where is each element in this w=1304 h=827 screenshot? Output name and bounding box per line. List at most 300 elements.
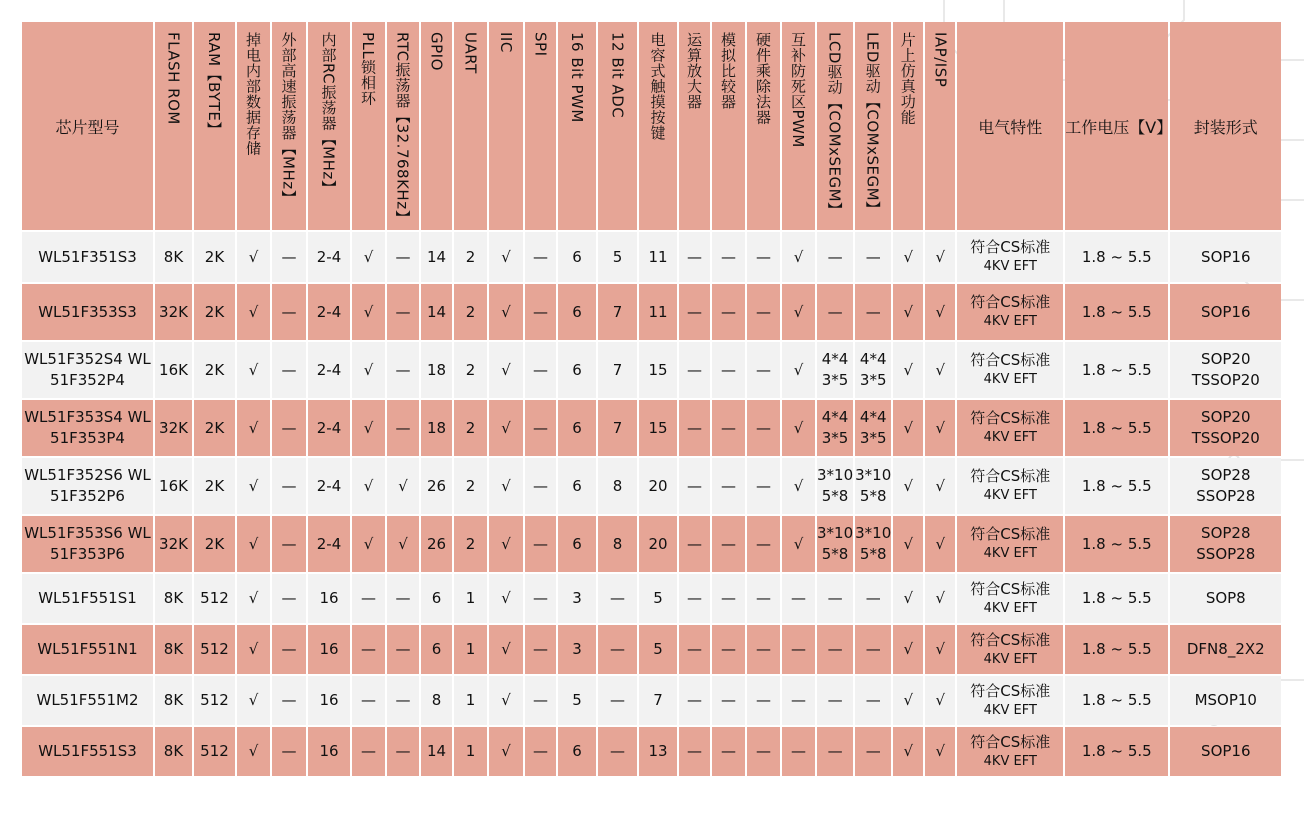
cell-rc: 2-4 (308, 458, 350, 514)
cell-lcd2: — (855, 727, 891, 776)
cell-adc: 8 (598, 516, 637, 572)
cell-iap: √ (925, 458, 955, 514)
cell-cpwm: √ (782, 400, 815, 456)
cell-iic: √ (489, 284, 523, 340)
cell-flash: 8K (155, 625, 192, 674)
table-row (22, 516, 1281, 572)
header-spi (525, 22, 556, 230)
header-label-cmp: 模拟比较器 (719, 32, 737, 110)
cell-rc: 16 (308, 727, 350, 776)
cell-spi: — (525, 516, 556, 572)
cell-pkg: SOP16 (1170, 727, 1281, 776)
cell-hsosc: — (272, 676, 306, 725)
header-label-touch: 电容式触摸按键 (648, 32, 667, 141)
cell-model: WL51F551M2 (22, 676, 153, 725)
cell-lcd1: 4*4 3*5 (817, 400, 853, 456)
header-label-ram: RAM【BYTE】 (205, 32, 223, 137)
cell-ram: 2K (194, 516, 235, 572)
elec-eft: 4KV EFT (983, 702, 1037, 718)
table-row (22, 458, 1281, 514)
cell-iic: √ (489, 625, 523, 674)
header-label-iap: IAP/ISP (931, 32, 950, 88)
header-model (22, 22, 153, 230)
cell-rc: 16 (308, 574, 350, 623)
elec-standard: 符合CS标准 (970, 732, 1051, 751)
cell-muldiv: — (747, 284, 780, 340)
table-row (22, 232, 1281, 282)
cell-spi: — (525, 676, 556, 725)
header-label-lcd2: LED驱动【COMxSEGM】 (863, 32, 882, 217)
cell-gpio: 6 (421, 625, 452, 674)
cell-ram: 2K (194, 342, 235, 398)
cell-opamp: — (679, 727, 710, 776)
cell-iap: √ (925, 727, 955, 776)
cell-opamp: — (679, 458, 710, 514)
elec-standard: 符合CS标准 (970, 579, 1051, 598)
cell-pkg: SOP16 (1170, 284, 1281, 340)
cell-rtc: — (387, 625, 419, 674)
cell-muldiv: — (747, 625, 780, 674)
cell-touch: 11 (639, 232, 677, 282)
cell-pwm: 6 (558, 232, 596, 282)
cell-pwm: 5 (558, 676, 596, 725)
header-elec (957, 22, 1063, 230)
cell-muldiv: — (747, 574, 780, 623)
header-pll (352, 22, 385, 230)
cell-opamp: — (679, 574, 710, 623)
header-label-iic: IIC (497, 32, 515, 53)
cell-cpwm: — (782, 574, 815, 623)
header-emu (893, 22, 923, 230)
header-label-eeprom: 掉电内部数据存储 (244, 32, 262, 156)
cell-gpio: 18 (421, 400, 452, 456)
header-label-pwm: 16 Bit PWM (568, 32, 586, 123)
header-label-spi: SPI (531, 32, 550, 57)
cell-elec (957, 676, 1063, 725)
cell-adc: — (598, 676, 637, 725)
cell-gpio: 26 (421, 516, 452, 572)
cell-pwm: 6 (558, 342, 596, 398)
header-label-pll: PLL锁相环 (359, 32, 377, 106)
cell-model: WL51F353S3 (22, 284, 153, 340)
header-label-pkg: 封装形式 (1193, 117, 1258, 137)
header-label-model: 芯片型号 (55, 117, 120, 137)
cell-uart: 2 (454, 400, 487, 456)
cell-rc: 2-4 (308, 232, 350, 282)
cell-touch: 5 (639, 625, 677, 674)
cell-iic: √ (489, 727, 523, 776)
cell-muldiv: — (747, 458, 780, 514)
cell-lcd1: — (817, 676, 853, 725)
header-label-hsosc: 外部高速振荡器【MHz】 (279, 32, 298, 206)
cell-lcd1: 3*10 5*8 (817, 516, 853, 572)
cell-opamp: — (679, 400, 710, 456)
cell-adc: 7 (598, 284, 637, 340)
cell-pkg: SOP16 (1170, 232, 1281, 282)
cell-model: WL51F353S6 WL51F353P6 (22, 516, 153, 572)
cell-rc: 2-4 (308, 516, 350, 572)
elec-standard: 符合CS标准 (970, 409, 1051, 427)
cell-lcd2: 3*10 5*8 (855, 458, 891, 514)
chip-spec-table (20, 20, 1283, 778)
cell-muldiv: — (747, 232, 780, 282)
cell-model: WL51F551S3 (22, 727, 153, 776)
elec-standard: 符合CS标准 (970, 630, 1051, 649)
cell-emu: √ (893, 342, 923, 398)
table-row (22, 676, 1281, 725)
cell-rc: 16 (308, 625, 350, 674)
cell-ram: 2K (194, 232, 235, 282)
header-iap (925, 22, 955, 230)
header-label-rc: 内部RC振荡器【MHz】 (319, 32, 338, 196)
cell-cpwm: — (782, 625, 815, 674)
cell-emu: √ (893, 284, 923, 340)
cell-rtc: — (387, 400, 419, 456)
cell-elec (957, 516, 1063, 572)
cell-eeprom: √ (237, 284, 270, 340)
cell-adc: 8 (598, 458, 637, 514)
header-opamp (679, 22, 710, 230)
cell-adc: 5 (598, 232, 637, 282)
cell-volt: 1.8 ~ 5.5 (1065, 458, 1168, 514)
cell-rc: 2-4 (308, 400, 350, 456)
cell-touch: 15 (639, 400, 677, 456)
cell-gpio: 14 (421, 727, 452, 776)
cell-lcd2: — (855, 676, 891, 725)
cell-lcd1: — (817, 625, 853, 674)
cell-elec (957, 342, 1063, 398)
cell-pkg: SOP28 SSOP28 (1170, 458, 1281, 514)
cell-emu: √ (893, 400, 923, 456)
cell-opamp: — (679, 625, 710, 674)
cell-iic: √ (489, 574, 523, 623)
cell-gpio: 18 (421, 342, 452, 398)
header-pkg (1170, 22, 1281, 230)
cell-iap: √ (925, 284, 955, 340)
header-label-muldiv: 硬件乘除法器 (754, 32, 772, 125)
cell-cpwm: √ (782, 232, 815, 282)
cell-ram: 512 (194, 676, 235, 725)
cell-pll: √ (352, 458, 385, 514)
cell-rc: 2-4 (308, 284, 350, 340)
header-adc (598, 22, 637, 230)
cell-adc: — (598, 727, 637, 776)
cell-rc: 2-4 (308, 342, 350, 398)
table-row (22, 625, 1281, 674)
cell-rtc: — (387, 574, 419, 623)
table-row (22, 400, 1281, 456)
table-row (22, 284, 1281, 340)
elec-eft: 4KV EFT (983, 372, 1037, 387)
cell-eeprom: √ (237, 676, 270, 725)
cell-lcd1: — (817, 232, 853, 282)
cell-uart: 1 (454, 727, 487, 776)
cell-ram: 2K (194, 458, 235, 514)
cell-elec (957, 574, 1063, 623)
cell-iap: √ (925, 400, 955, 456)
cell-lcd2: — (855, 232, 891, 282)
cell-model: WL51F352S4 WL51F352P4 (22, 342, 153, 398)
header-lcd2 (855, 22, 891, 230)
cell-lcd2: — (855, 284, 891, 340)
cell-iic: √ (489, 342, 523, 398)
cell-cmp: — (712, 400, 745, 456)
cell-cmp: — (712, 232, 745, 282)
cell-pll: √ (352, 284, 385, 340)
cell-uart: 2 (454, 458, 487, 514)
header-cpwm (782, 22, 815, 230)
table-row (22, 342, 1281, 398)
cell-adc: 7 (598, 400, 637, 456)
cell-iap: √ (925, 232, 955, 282)
cell-adc: — (598, 574, 637, 623)
cell-emu: √ (893, 516, 923, 572)
cell-volt: 1.8 ~ 5.5 (1065, 676, 1168, 725)
elec-eft: 4KV EFT (983, 546, 1037, 561)
cell-volt: 1.8 ~ 5.5 (1065, 516, 1168, 572)
header-muldiv (747, 22, 780, 230)
elec-standard: 符合CS标准 (970, 525, 1051, 543)
header-label-emu: 片上仿真功能 (898, 32, 917, 125)
cell-ram: 2K (194, 400, 235, 456)
cell-pwm: 6 (558, 458, 596, 514)
cell-iic: √ (489, 400, 523, 456)
header-pwm (558, 22, 596, 230)
table-row (22, 727, 1281, 776)
table-header-row (22, 22, 1281, 230)
cell-pwm: 6 (558, 516, 596, 572)
cell-eeprom: √ (237, 727, 270, 776)
cell-spi: — (525, 342, 556, 398)
cell-touch: 5 (639, 574, 677, 623)
cell-ram: 512 (194, 574, 235, 623)
cell-elec (957, 625, 1063, 674)
header-volt (1065, 22, 1173, 230)
cell-cpwm: √ (782, 342, 815, 398)
header-label-rtc: RTC振荡器【32.768KHz】 (393, 32, 412, 226)
cell-iap: √ (925, 342, 955, 398)
cell-emu: √ (893, 232, 923, 282)
elec-eft: 4KV EFT (983, 259, 1037, 274)
elec-eft: 4KV EFT (983, 753, 1037, 769)
cell-pwm: 6 (558, 284, 596, 340)
cell-iic: √ (489, 516, 523, 572)
cell-opamp: — (679, 232, 710, 282)
header-cmp (712, 22, 745, 230)
cell-model: WL51F551S1 (22, 574, 153, 623)
cell-muldiv: — (747, 727, 780, 776)
cell-cpwm: — (782, 676, 815, 725)
elec-standard: 符合CS标准 (970, 293, 1051, 311)
cell-eeprom: √ (237, 458, 270, 514)
cell-pll: — (352, 676, 385, 725)
cell-uart: 1 (454, 574, 487, 623)
cell-gpio: 14 (421, 284, 452, 340)
cell-iap: √ (925, 625, 955, 674)
cell-spi: — (525, 458, 556, 514)
cell-pll: — (352, 574, 385, 623)
header-label-opamp: 运算放大器 (685, 32, 703, 110)
cell-touch: 20 (639, 458, 677, 514)
cell-uart: 1 (454, 625, 487, 674)
elec-eft: 4KV EFT (983, 430, 1037, 445)
cell-hsosc: — (272, 284, 306, 340)
cell-gpio: 8 (421, 676, 452, 725)
cell-muldiv: — (747, 342, 780, 398)
cell-hsosc: — (272, 727, 306, 776)
cell-cmp: — (712, 727, 745, 776)
cell-adc: 7 (598, 342, 637, 398)
cell-lcd1: — (817, 284, 853, 340)
cell-eeprom: √ (237, 516, 270, 572)
cell-emu: √ (893, 625, 923, 674)
cell-model: WL51F551N1 (22, 625, 153, 674)
cell-cpwm: √ (782, 284, 815, 340)
cell-rc: 16 (308, 676, 350, 725)
cell-elec (957, 727, 1063, 776)
header-flash (155, 22, 192, 230)
cell-iap: √ (925, 516, 955, 572)
cell-touch: 15 (639, 342, 677, 398)
header-label-volt: 工作电压【V】 (1065, 117, 1173, 137)
cell-eeprom: √ (237, 342, 270, 398)
cell-model: WL51F351S3 (22, 232, 153, 282)
cell-pkg: SOP20 TSSOP20 (1170, 400, 1281, 456)
cell-cmp: — (712, 574, 745, 623)
elec-standard: 符合CS标准 (970, 467, 1051, 485)
cell-ram: 2K (194, 284, 235, 340)
cell-uart: 2 (454, 232, 487, 282)
header-label-adc: 12 Bit ADC (608, 32, 627, 119)
cell-model: WL51F352S6 WL51F352P6 (22, 458, 153, 514)
cell-pll: √ (352, 516, 385, 572)
header-rtc (387, 22, 419, 230)
cell-lcd2: — (855, 625, 891, 674)
cell-touch: 20 (639, 516, 677, 572)
cell-touch: 13 (639, 727, 677, 776)
cell-spi: — (525, 232, 556, 282)
cell-eeprom: √ (237, 574, 270, 623)
cell-emu: √ (893, 727, 923, 776)
cell-flash: 16K (155, 458, 192, 514)
cell-lcd1: — (817, 574, 853, 623)
cell-iap: √ (925, 676, 955, 725)
cell-hsosc: — (272, 625, 306, 674)
cell-pkg: SOP28 SSOP28 (1170, 516, 1281, 572)
header-label-gpio: GPIO (427, 32, 446, 71)
cell-pkg: MSOP10 (1170, 676, 1281, 725)
cell-flash: 8K (155, 574, 192, 623)
table-row (22, 574, 1281, 623)
header-touch (639, 22, 677, 230)
header-label-flash: FLASH ROM (164, 32, 183, 125)
cell-spi: — (525, 625, 556, 674)
cell-touch: 7 (639, 676, 677, 725)
cell-spi: — (525, 400, 556, 456)
cell-hsosc: — (272, 574, 306, 623)
cell-volt: 1.8 ~ 5.5 (1065, 284, 1168, 340)
cell-uart: 1 (454, 676, 487, 725)
cell-elec (957, 458, 1063, 514)
cell-pll: √ (352, 232, 385, 282)
cell-opamp: — (679, 516, 710, 572)
cell-lcd1: — (817, 727, 853, 776)
elec-standard: 符合CS标准 (970, 238, 1051, 256)
header-ram (194, 22, 235, 230)
cell-pkg: DFN8_2X2 (1170, 625, 1281, 674)
cell-spi: — (525, 727, 556, 776)
cell-spi: — (525, 284, 556, 340)
cell-emu: √ (893, 676, 923, 725)
elec-standard: 符合CS标准 (970, 351, 1051, 369)
elec-eft: 4KV EFT (983, 600, 1037, 616)
cell-muldiv: — (747, 676, 780, 725)
cell-flash: 16K (155, 342, 192, 398)
cell-rtc: √ (387, 516, 419, 572)
cell-lcd1: 4*4 3*5 (817, 342, 853, 398)
cell-lcd2: 4*4 3*5 (855, 400, 891, 456)
cell-volt: 1.8 ~ 5.5 (1065, 727, 1168, 776)
header-uart (454, 22, 487, 230)
cell-uart: 2 (454, 342, 487, 398)
cell-rtc: — (387, 342, 419, 398)
cell-iic: √ (489, 458, 523, 514)
cell-flash: 32K (155, 516, 192, 572)
cell-cmp: — (712, 284, 745, 340)
cell-iic: √ (489, 232, 523, 282)
cell-model: WL51F353S4 WL51F353P4 (22, 400, 153, 456)
cell-cmp: — (712, 625, 745, 674)
cell-volt: 1.8 ~ 5.5 (1065, 400, 1168, 456)
cell-pll: √ (352, 342, 385, 398)
elec-eft: 4KV EFT (983, 314, 1037, 329)
cell-gpio: 14 (421, 232, 452, 282)
cell-opamp: — (679, 284, 710, 340)
cell-volt: 1.8 ~ 5.5 (1065, 574, 1168, 623)
cell-touch: 11 (639, 284, 677, 340)
cell-cpwm: √ (782, 458, 815, 514)
cell-flash: 8K (155, 727, 192, 776)
cell-spi: — (525, 574, 556, 623)
cell-pkg: SOP20 TSSOP20 (1170, 342, 1281, 398)
cell-cpwm: √ (782, 516, 815, 572)
header-gpio (421, 22, 452, 230)
header-lcd1 (817, 22, 853, 230)
cell-elec (957, 284, 1063, 340)
cell-volt: 1.8 ~ 5.5 (1065, 342, 1168, 398)
cell-volt: 1.8 ~ 5.5 (1065, 625, 1168, 674)
cell-opamp: — (679, 676, 710, 725)
cell-eeprom: √ (237, 400, 270, 456)
cell-lcd2: 3*10 5*8 (855, 516, 891, 572)
cell-pll: — (352, 727, 385, 776)
cell-rtc: — (387, 676, 419, 725)
cell-cmp: — (712, 516, 745, 572)
cell-pll: √ (352, 400, 385, 456)
cell-cpwm: — (782, 727, 815, 776)
cell-iic: √ (489, 676, 523, 725)
cell-opamp: — (679, 342, 710, 398)
cell-uart: 2 (454, 284, 487, 340)
cell-hsosc: — (272, 458, 306, 514)
cell-adc: — (598, 625, 637, 674)
cell-rtc: — (387, 727, 419, 776)
cell-muldiv: — (747, 400, 780, 456)
header-label-elec: 电气特性 (978, 117, 1043, 137)
cell-cmp: — (712, 676, 745, 725)
cell-pll: — (352, 625, 385, 674)
cell-lcd2: — (855, 574, 891, 623)
